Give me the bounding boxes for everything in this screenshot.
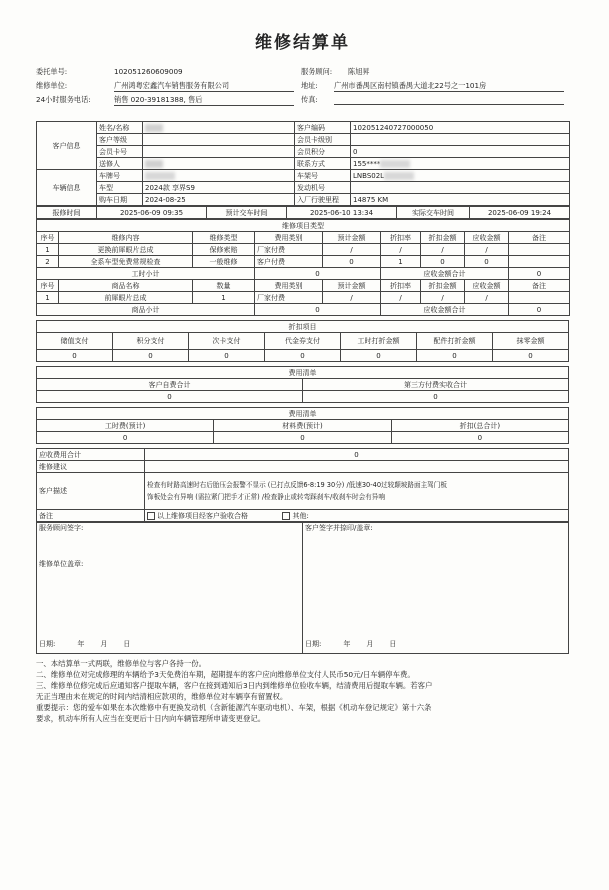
receivable-total-label: 应收费用合计 <box>37 449 145 461</box>
contact-label: 联系方式 <box>295 158 351 170</box>
col-header: 序号 <box>37 232 59 244</box>
advisor-sign-box <box>37 523 303 654</box>
date-left: 日期: 年 月 日 <box>39 640 131 648</box>
remark-checks: 以上维修项目经客户验收合格 其他: <box>145 510 569 522</box>
redacted-vin <box>384 172 414 180</box>
third-pay: 0 <box>303 391 569 403</box>
contact: 155**** <box>353 159 381 168</box>
card-level-label: 会员卡级别 <box>295 134 351 146</box>
labor-receivable: 0 <box>509 268 570 280</box>
col-header: 费用类别 <box>255 232 323 244</box>
labor-fee: 0 <box>37 432 214 444</box>
fees-table-2 <box>36 407 569 444</box>
page-title: 维修结算单 <box>255 33 350 53</box>
labor-fee-label: 工时费(预计) <box>37 420 214 432</box>
unit-seal-label: 维修单位盖章: <box>39 560 84 568</box>
date-right: 日期: 年 月 日 <box>305 640 397 648</box>
plan-time: 2025-06-10 13:34 <box>287 207 397 219</box>
discount-total-label: 折扣(总合计) <box>391 420 568 432</box>
col-header: 备注 <box>509 232 570 244</box>
settlement-sheet <box>36 28 569 724</box>
fax-label: 传真: <box>301 95 318 104</box>
material-fee: 0 <box>214 432 391 444</box>
col-header: 折扣金额 <box>421 232 465 244</box>
customer-sign-box <box>303 523 569 654</box>
engine-value <box>351 182 570 194</box>
vin: LNBS02L <box>353 171 385 180</box>
points: 0 <box>351 146 570 158</box>
parts-receivable-label: 应收金额合计 <box>381 304 509 316</box>
buy-date-label: 购车日期 <box>97 194 143 206</box>
contact-value <box>351 158 570 170</box>
report-time: 2025-06-09 09:35 <box>97 207 207 219</box>
self-pay: 0 <box>37 391 303 403</box>
labor-subtotal-label: 工时小计 <box>37 268 255 280</box>
accept-checkbox[interactable] <box>147 512 155 520</box>
buy-date: 2024-08-25 <box>143 194 295 206</box>
address: 广州市番禺区南村镇番禺大道北22号之一101房 <box>334 81 564 92</box>
advisor-label: 服务顾问: <box>301 67 333 76</box>
customer-desc: 检查有时路高速时右后胎压会报警不显示 (已打点反馈6-8:19 30分) /低速30-40过较颠坡路面主驾门板 饰板处会有异响 (需拉紧门把手才正常) /检查静止或转弯踩刹车/收刹车时会有异响 <box>145 473 569 510</box>
redacted-plate <box>145 172 175 180</box>
model-label: 车型 <box>97 182 143 194</box>
model: 2024款 享界S9 <box>143 182 295 194</box>
sender-label: 送修人 <box>97 158 143 170</box>
order-no: 102051260609009 <box>114 67 183 76</box>
other-checkbox[interactable] <box>282 512 290 520</box>
labor-receivable-label: 应收金额合计 <box>381 268 509 280</box>
advisor: 陈旭昇 <box>348 67 370 76</box>
hotline-label: 24小时服务电话: <box>36 95 91 104</box>
redacted-sender <box>145 160 163 168</box>
self-pay-label: 客户自费合计 <box>37 379 303 391</box>
material-fee-label: 材料费(预计) <box>214 420 391 432</box>
discount-section: 折扣项目 <box>37 321 569 333</box>
advisor-sign-label: 服务顾问签字: <box>39 524 84 532</box>
report-time-label: 报修时间 <box>37 207 97 219</box>
customer-vehicle-table <box>36 121 570 206</box>
plan-time-label: 预计交车时间 <box>207 207 287 219</box>
times-table <box>36 206 570 219</box>
redacted-name <box>145 124 163 132</box>
cust-code-label: 客户编码 <box>295 122 351 134</box>
address-label: 地址: <box>301 81 318 90</box>
vin-label: 车架号 <box>295 170 351 182</box>
items-section: 维修项目类型 <box>37 220 570 232</box>
card-no-label: 会员卡号 <box>97 146 143 158</box>
hotline: 销售 020-39181388, 售后 <box>114 95 294 106</box>
customer-sign-label: 客户签字并捺印/盖章: <box>305 524 373 532</box>
fees2-section: 费用清单 <box>37 408 569 420</box>
repair-unit-label: 维修单位: <box>36 81 68 90</box>
receivable-total: 0 <box>145 449 569 461</box>
fees-table-1 <box>36 366 569 403</box>
actual-time-label: 实际交车时间 <box>397 207 470 219</box>
customer-section: 客户信息 <box>37 122 97 170</box>
actual-time: 2025-06-09 19:24 <box>470 207 570 219</box>
order-no-label: 委托单号: <box>36 67 68 76</box>
table-row: 2 全系车型免费常规检查 一般维修 客户付费 0 1 0 0 <box>37 256 570 268</box>
vin-value <box>351 170 570 182</box>
discount-table: 折扣项目 储值支付 积分支付 次卡支付 代金券支付 工时打折金额 配件打折金额 抹零金额 0 0 0 0 0 0 0 <box>36 320 569 362</box>
plate-value <box>143 170 295 182</box>
third-pay-label: 第三方付费实收合计 <box>303 379 569 391</box>
fax <box>334 95 564 105</box>
level-value <box>143 134 295 146</box>
col-header: 预计金额 <box>323 232 381 244</box>
redacted-phone <box>380 160 410 168</box>
desc-label: 客户描述 <box>37 473 145 510</box>
parts-receivable: 0 <box>509 304 570 316</box>
remark-label: 备注 <box>37 510 145 522</box>
summary-table <box>36 448 569 522</box>
parts-subtotal-label: 商品小计 <box>37 304 255 316</box>
repair-items-table: 维修项目类型 序号 维修内容 维修类型 费用类别 预计金额 折扣率 折扣金额 应收金额 备注 1 更换前犀眼片总成 保修索赔 厂家付费 / / / / 2 全系车型免费常规检查 一般维修 客户付费 0 1 0 0 工时小计 0 应收金额合计 0 序号 商品名称 数量 费用类别 预计金额 折扣率 折扣金额 应收金额 备注 1 前犀眼片总成 1 厂家付费 / / / / 商品小计 0 应收金额合计 0 <box>36 219 570 316</box>
cust-code: 102051240727000050 <box>351 122 570 134</box>
sender-value <box>143 158 295 170</box>
plate-label: 车牌号 <box>97 170 143 182</box>
parts-subtotal: 0 <box>255 304 381 316</box>
vehicle-section: 车辆信息 <box>37 170 97 206</box>
repair-unit: 广州鸿粤宏鑫汽车销售服务有限公司 <box>114 81 294 92</box>
name-label: 姓名/名称 <box>97 122 143 134</box>
table-row: 1 前犀眼片总成 1 厂家付费 / / / / <box>37 292 570 304</box>
signature-table <box>36 522 569 654</box>
fees1-section: 费用清单 <box>37 367 569 379</box>
header-info <box>36 67 569 121</box>
col-header: 维修类型 <box>193 232 255 244</box>
advice <box>145 461 569 473</box>
mileage: 14875 KM <box>351 194 570 206</box>
labor-subtotal: 0 <box>255 268 381 280</box>
discount-total: 0 <box>391 432 568 444</box>
col-header: 折扣率 <box>381 232 421 244</box>
col-header: 维修内容 <box>59 232 193 244</box>
advice-label: 维修建议 <box>37 461 145 473</box>
level-label: 客户等级 <box>97 134 143 146</box>
points-label: 会员积分 <box>295 146 351 158</box>
col-header: 应收金额 <box>465 232 509 244</box>
card-no-value <box>143 146 295 158</box>
table-row: 1 更换前犀眼片总成 保修索赔 厂家付费 / / / / <box>37 244 570 256</box>
terms-notes: 一、本结算单一式两联，维修单位与客户各持一份。 二、维修单位对完成修理的车辆给予3天免费泊车期，超期提车的客户应向维修单位支付人民币50元/日车辆停车费。 三、维修单位修完成后应通知客户提取车辆，客户在接到通知后3日内到维修单位验收车辆，结清费用后提取车辆。若客户 无正当理由未在规定的时间内结清相应款项的，维修单位对车辆享有留置权。 重要提示：您的爱车如果在本次维修中有更换发动机（含新能源汽车驱动电机）、车架，根据《机动车登记规定》第十六条 要求，机动车所有人应当在变更后十日内向车辆管理所申请变更登记。 <box>36 659 433 723</box>
card-level-value <box>351 134 570 146</box>
mileage-label: 入厂行驶里程 <box>295 194 351 206</box>
engine-label: 发动机号 <box>295 182 351 194</box>
name-value <box>143 122 295 134</box>
